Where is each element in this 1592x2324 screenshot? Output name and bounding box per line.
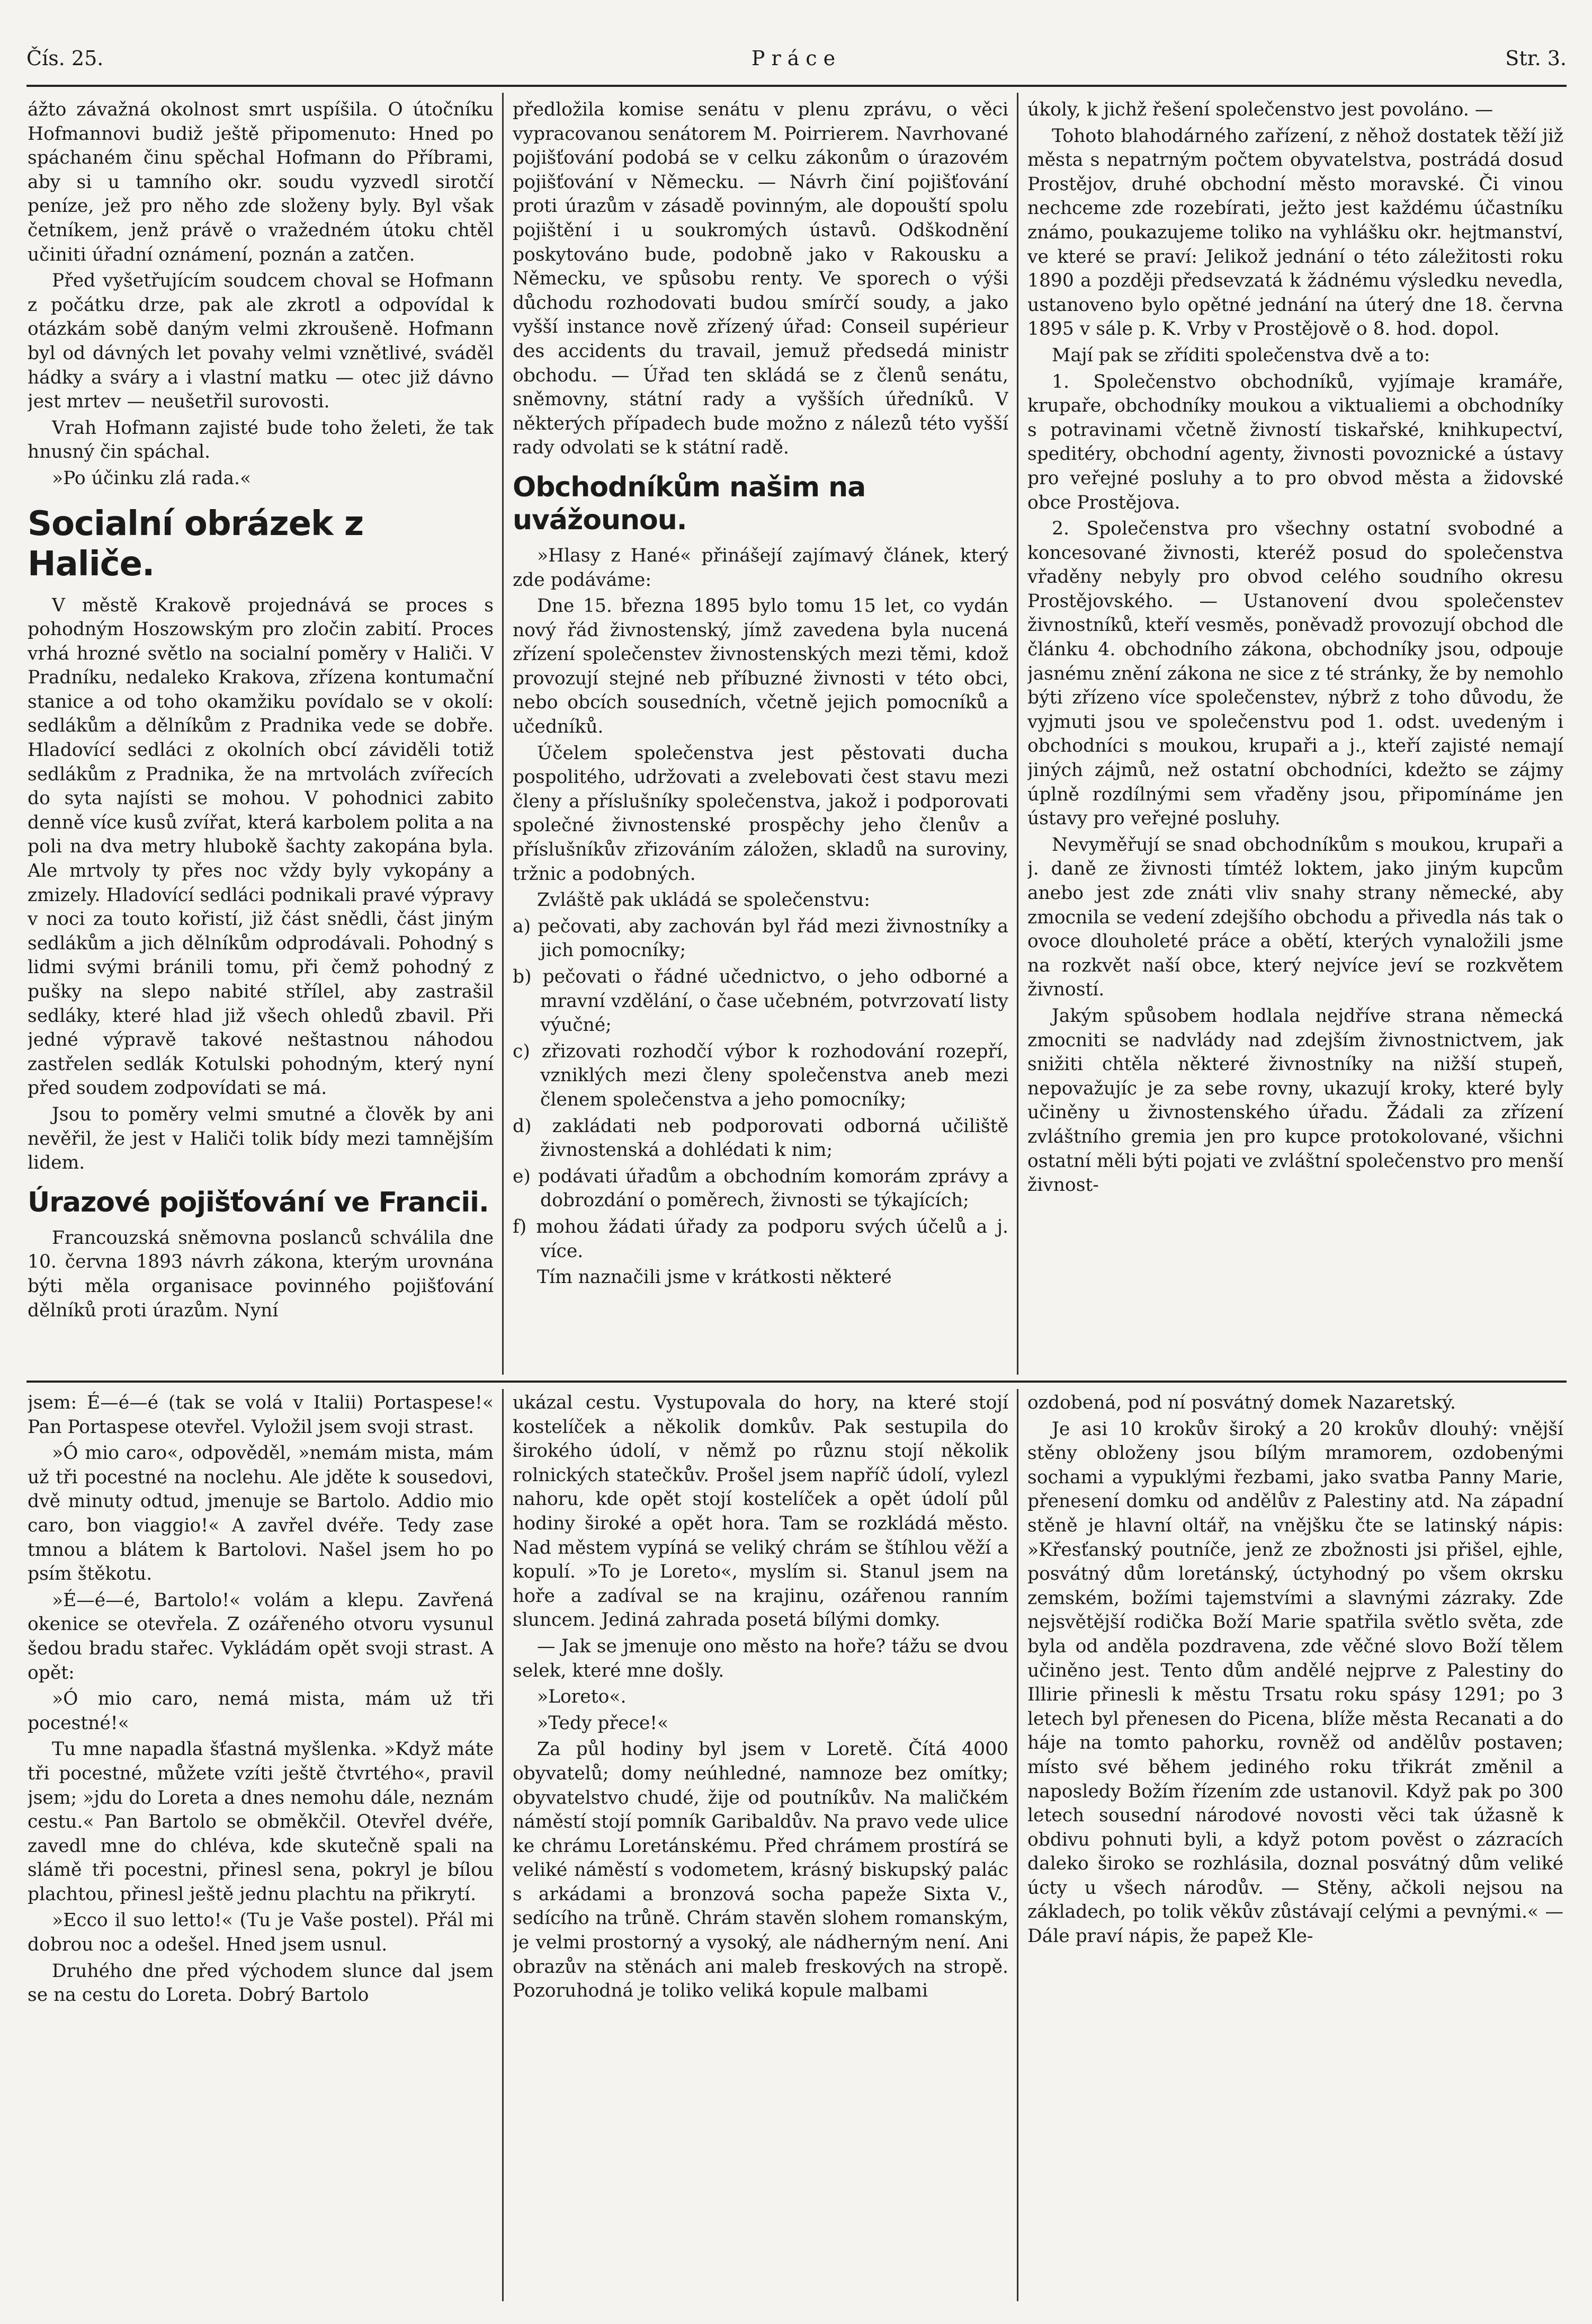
list-item: a) pečovati, aby zachován byl řád mezi živnostníky a jich pomocníky; bbox=[513, 915, 1008, 961]
column-rule bbox=[502, 93, 504, 1375]
duties-list bbox=[513, 915, 1008, 1263]
header-rule bbox=[26, 85, 1567, 87]
article-paragraph: »Hlasy z Hané« přinášejí zajímavý článek, který zde podáváme: bbox=[513, 545, 1008, 591]
article-paragraph: Tím naznačili jsme v krátkosti některé bbox=[537, 1267, 892, 1288]
column-2-top bbox=[513, 98, 1008, 1375]
column-rule bbox=[1017, 93, 1018, 1375]
story-paragraph: Druhého dne před východem slunce dal jsem se na cestu do Loreta. Dobrý Bartolo bbox=[28, 1960, 494, 2006]
article-paragraph: Zvláště pak ukládá se společenstvu: bbox=[537, 889, 870, 911]
issue-number: Čís. 25. bbox=[26, 47, 104, 70]
story-paragraph: »Ecco il suo letto!« (Tu je Vaše postel). Přál mi dobrou noc a odešel. Hned jsem usnul. bbox=[28, 1910, 494, 1956]
article-paragraph: 1. Společenstvo obchodníků, vyjímaje kramáře, krupaře, obchodníky moukou a viktualiemi a obchodníky s potravinami včetně živností tiskařské, knihkupectví, speditéry, obchodní agenty, živnosti povoznické a ústavy pro veřejné posluhy a to pro obvod města a židovské obce Prostějova. bbox=[1027, 371, 1563, 513]
column-1-bottom bbox=[28, 1391, 494, 2300]
column-2-bottom bbox=[513, 1391, 1008, 2300]
article-paragraph: Dne 15. března 1895 bylo tomu 15 let, co vydán nový řád živnostenský, jímž zavedena byla nucená zřízení společenstev živnostenských mezi těmi, kdož provozují stejné neb příbuzné živnosti v této obci, nebo obcích sousedních, včetně jejich pomocníků a učedníků. bbox=[513, 595, 1008, 738]
story-paragraph: »Loreto«. bbox=[537, 1686, 627, 1708]
list-item: c) zřizovati rozhodčí výbor k rozhodování rozepří, vzniklých mezi členy společenstva aneb mezi členem společenstva a jeho pomocníky; bbox=[513, 1040, 1008, 1110]
article-paragraph: úkoly, k jichž řešení společenstvo jest povoláno. — bbox=[1027, 99, 1493, 120]
story-paragraph: Za půl hodiny byl jsem v Loretě. Čítá 4000 obyvatelů; domy neúhledné, namnoze bez omítky; obyvatelstvo chudé, žije od poutníkův. Na maličkém náměstí stojí pomník Garibaldův. Na pravo vede ulice ke chrámu Loretánskému. Před chrámem prostírá se veliké náměstí s vodometem, krásný biskupský palác s arkádami a bronzová socha papeže Sixta V., sedícího na trůně. Chrám stavěn slohem romanským, je velmi prostorný a vysoký, ale nádherným není. Ani obrazův na stěnách ani maleb freskových na stropě. Pozoruhodná je toliko veliká kopule malbami bbox=[513, 1739, 1008, 2002]
story-paragraph: Tu mne napadla šťastná myšlenka. »Když máte tři pocestné, můžete vzíti ještě čtvrtého«, pravil jsem; »jdu do Loreta a dnes nemohu dále, neznám cestu.« Pan Bartolo se obměkčil. Otevřel dvéře, zavedl mne do chléva, kde skutečně spali na slámě tři pocestni, přinesl sena, pokryl je bílou plachtou, přinesl ještě jednu plachtu na přikrytí. bbox=[28, 1739, 494, 1905]
article-heading: Úrazové pojišťování ve Francii. bbox=[28, 1186, 489, 1218]
article-paragraph: Účelem společenstva jest pěstovati ducha pospolitého, udržovati a zvelebovati čest stavu mezi členy a příslušníky společenstva, jakož i podporovati společné živnostenské prospěchy jeho členův a příslušníkův zřizováním záložen, skladů na suroviny, tržnic a podobných. bbox=[513, 742, 1008, 885]
article-heading: Obchodníkům našim na uvážounou. bbox=[513, 471, 866, 536]
list-item: e) podávati úřadům a obchodním komorám zprávy a dobrozdání o poměrech, živnosti se týkajících; bbox=[513, 1165, 1008, 1212]
article-paragraph: Tohoto blahodárného zařízení, z něhož dostatek těží již města s nepatrným počtem obyvatelstva, postrádá dosud Prostějov, druhé obchodní město moravské. Či vinou nechceme zde rozebírati, ježto jest každému účastníku známo, poukazujeme toliko na vyhlášku okr. hejtmanství, ve které se praví: Jelikož jednání o této záležitosti roku 1890 a později předsevzatá k žádnému výsledku nevedla, ustanoveno bylo opětné jednání na úterý dne 18. června 1895 v sále p. K. Vrby v Prostějově o 8. hod. dopol. bbox=[1027, 125, 1563, 340]
article-paragraph: »Po účinku zlá rada.« bbox=[52, 467, 252, 489]
article-paragraph: Francouzská sněmovna poslanců schválila dne 10. června 1893 návrh zákona, kterým urovnána býti měla organisace povinného pojišťování dělníků proti úrazům. Nyní bbox=[28, 1227, 494, 1321]
article-paragraph: ážto závažná okolnost smrt uspíšila. O útočníku Hofmannovi budiž ještě připomenuto: Hned po spáchaném činu spěchal Hofmann do Příbrami, aby si u tamního okr. soudu vyzvedl sirotčí peníze, jež pro něho zde složeny byly. Byl však četníkem, jenž právě o vražedném útoku chtěl učiniti úřadní oznámení, poznán a zatčen. bbox=[28, 99, 494, 265]
story-paragraph: — Jak se jmenuje ono město na hoře? tážu se dvou selek, které mne došly. bbox=[513, 1635, 1008, 1681]
article-paragraph: Nevyměřují se snad obchodníkům s moukou, krupaři a j. daně ze živnosti tímtéž loktem, jako jiným kupcům anebo jest zde znáti vliv snahy strany německé, aby zmocnila se vedení zdejšího obchodu a přivedla nás tak o ovoce dlouholeté práce a obětí, kterých vynaložili jsme na rozkvět naší obce, který nejvíce jeví se rozkvětem živností. bbox=[1027, 834, 1563, 1001]
article-paragraph: Jakým spůsobem hodlala nejdříve strana německá zmocniti se nadvlády nad zdejším živnostnictvem, jak snižiti chtěla některé živnostníky na nižší stupeň, nepovažujíc je za sebe rovny, ukazují kroky, které byly učiněny u živnostenského úřadu. Žádali za zřízení zvláštního gremia jen pro kupce protokolované, všichni ostatní měli býti pojati ve zvláštní společenstvo pro menší živnost- bbox=[1027, 1005, 1563, 1196]
story-paragraph: »Ó mio caro, nemá mista, mám už tři pocestné!« bbox=[28, 1688, 494, 1734]
list-item: d) zakládati neb podporovati odborná učiliště živnostenská a dohlédati k nim; bbox=[513, 1115, 1008, 1161]
article-paragraph: Jsou to poměry velmi smutné a člověk by ani nevěřil, že jest v Haliči tolik bídy mezi tamnějším lidem. bbox=[28, 1103, 494, 1174]
story-paragraph: »Ó mio caro«, odpověděl, »nemám mista, mám už tři pocestné na noclehu. Ale jděte k sousedovi, dvě minuty odtud, jmenuje se Bartolo. Addio mio caro, bon viaggio!« A zavřel dvéře. Tedy zase tmnou a blátem k Bartolovi. Našel jsem ho po psím štěkotu. bbox=[28, 1443, 494, 1585]
article-heading: Socialní obrázek z Haliče. bbox=[28, 504, 364, 584]
article-paragraph: předložila komise senátu v plenu zprávu, o věci vypracovanou senátorem M. Poirrierem. Navrhované pojišťování podobá se v celku zákonům o úrazovém pojišťování v Německu. — Návrh činí pojišťování proti úrazům v zásadě povinným, ale dopouští spolu pojištění i u soukromých ústavů. Odškodnění poskytováno bude, podobně jako v Rakousku a Německu, ve spůsobu renty. Ve sporech o výši důchodu rozhodovati budou smírčí soudy, a jako vyšší instance nově zřízený úřad: Conseil supérieur des accidents du travail, jemuž předsedá ministr obchodu. — Úřad ten skládá se z členů senátu, sněmovny, státní rady a vyšších úředníků. V některých případech bude možno z nálezů této vyšší rady odvolati se k státní radě. bbox=[513, 99, 1008, 459]
story-paragraph: »É—é—é, Bartolo!« volám a klepu. Zavřená okenice se otevřela. Z ozářeného otvoru vysunul šedou bradu stařec. Vykládám opět svoji strast. A opět: bbox=[28, 1589, 494, 1684]
page-number: Str. 3. bbox=[1505, 47, 1567, 70]
column-rule bbox=[502, 1389, 504, 2301]
story-paragraph: jsem: É—é—é (tak se volá v Italii) Portaspese!« Pan Portaspese otevřel. Vyložil jsem svoji strast. bbox=[28, 1392, 494, 1438]
list-item: b) pečovati o řádné učednictvo, o jeho odborné a mravní vzdělání, o čase učebném, potvrzovatí listy výučné; bbox=[513, 966, 1008, 1036]
story-paragraph: ozdobená, pod ní posvátný domek Nazaretský. bbox=[1027, 1392, 1456, 1413]
article-paragraph: 2. Společenstva pro všechny ostatní svobodné a koncesované živnosti, kteréž posud do společenstva vřaděny nebyly pro obvod celého soudního okresu Prostějovského. — Ustanovení dvou společenstev živnostníků, kteří vesměs, poněvadž provozují obchod dle článku 4. obchodního zákona, obchodníky jsou, odpouje jasnému znění zákona ne sice z té stránky, že by nemohlo býti zřízeno více společenstev, nýbrž z toho důvodu, že vyjmuti jsou ve společenstvu pod 1. odst. uvedeným i obchodníci s moukou, krupaři a j., kteří zajisté nemají jiných zájmů, než ostatní obchodníci, kdežto se zájmy úplně rozdílnými sem vřaděny jsou, připomínáme jen ústavy pro veřejné posluhy. bbox=[1027, 518, 1563, 830]
masthead-title: Práce bbox=[751, 47, 842, 70]
column-3-bottom bbox=[1027, 1391, 1563, 2300]
article-paragraph: V městě Krakově projednává se proces s pohodným Hoszowským pro zločin zabití. Proces vrhá hrozné světlo na socialní poměry v Haliči. V Pradníku, nedaleko Krakova, zřízena kontumační stanice a od toho okamžiku povídalo se v okolí: sedlákům a dělníkům z Pradnika vede se dobře. Hladovící sedláci z okolních obcí záviděli totiž sedlákům z Pradnika, že na mrtvolách zvířecích do syta najísti se mohou. V pohodnici zabito denně více kusů zvířat, která karbolem polita a na poli na dva metry hlubokě šachty zakopána byla. Ale mrtvoly ty přes noc vždy byly vykopány a zmizely. Hladovící sedláci podnikali pravé výpravy v noci za touto kořistí, již část snědli, část jiným sedlákům a jich dělníkům odprodávali. Pohodný s lidmi svými bránili tomu, při čemž pohodný z pušky na slepo nabité střílel, aby zastrašil sedláky, které hlad již všech ohledů zbavil. Při jedné výpravě takové neštastnou náhodou zastřelen sedlák Kotulski pohodným, který nyní před soudem zodpovídati se má. bbox=[28, 594, 494, 1099]
story-paragraph: ukázal cestu. Vystupovala do hory, na které stojí kostelíček a několik domkův. Pak sestupila do širokého údolí, v němž po různu stojí několik rolnických statečkův. Prošel jsem napříč údolí, vylezl nahoru, kde opět stojí kostelíček a opět údolí půl hodiny široké a opět hora. Tam se rozkládá město. Nad městem vypíná se veliký chrám se štíhlou věží a kopulí. »To je Loreto«, myslím si. Stanul jsem na hoře a zadíval se na krajinu, ozářenou ranním sluncem. Jediná zahrada posetá bílými domky. bbox=[513, 1392, 1008, 1631]
column-1-top bbox=[28, 98, 494, 1375]
article-paragraph: Vrah Hofmann zajisté bude toho želeti, že tak hnusný čin spáchal. bbox=[28, 417, 494, 463]
column-rule bbox=[1017, 1389, 1018, 2301]
story-paragraph: »Tedy přece!« bbox=[537, 1712, 669, 1734]
story-paragraph: Je asi 10 krokův široký a 20 krokův dlouhý: vnější stěny obloženy jsou bílým mramorem, ozdobenými sochami a vypuklými řezbami, jako svatba Panny Marie, přenesení domku od andělův z Palestiny atd. Na západní stěně je hlavní oltář, na vnějšku čte se latinský nápis: »Křesťanský poutníče, jenž ze zbožnosti jsi přišel, ejhle, posvátný dům loretánský, úctyhodný po všem okrsku zemském, božími tajemstvími a slavnými zázraky. Zde nejsvětější rodička Boží Marie spatřila světlo světa, zde byla od anděla pozdravena, zde věčné slovo Boží tělem učiněno jest. Tento dům andělé nejprve z Palestiny do Illirie přinesli k městu Trsatu roku spásy 1291; po 3 letech byl přenesen do Picena, blíže města Recanati a do háje na tomto pahorku, rovněž od andělův postaven; místo své během jediného roku třikrát změnil a naposledy Božím řízením zde ustanovil. Když pak po 300 letech sousední národové novosti věci tak úžasně k obdivu pohnuti byli, a když potom pověst o zázracích daleko široko se rozhlásila, doznal posvátný dům veliké úcty u všech národův. — Stěny, ačkoli nejsou na základech, po tolik věkův zůstávají celými a pevnými.« — Dále praví nápis, že papež Kle- bbox=[1027, 1418, 1563, 1947]
column-3-top bbox=[1027, 98, 1563, 1375]
page-header bbox=[26, 47, 1567, 84]
section-divider bbox=[26, 1381, 1567, 1383]
article-paragraph: Mají pak se zříditi společenstva dvě a to: bbox=[1052, 344, 1430, 366]
list-item: f) mohou žádati úřady za podporu svých účelů a j. více. bbox=[513, 1216, 1008, 1262]
article-paragraph: Před vyšetřujícím soudcem choval se Hofmann z počátku drze, pak ale zkrotl a odpovídal k otázkám sobě daným velmi zkroušeně. Hofmann byl od dávných let povahy velmi vznětlivé, sváděl hádky a sváry a i vlastní matku — otec již dávno jest mrtev — neušetřil surovosti. bbox=[28, 270, 494, 413]
